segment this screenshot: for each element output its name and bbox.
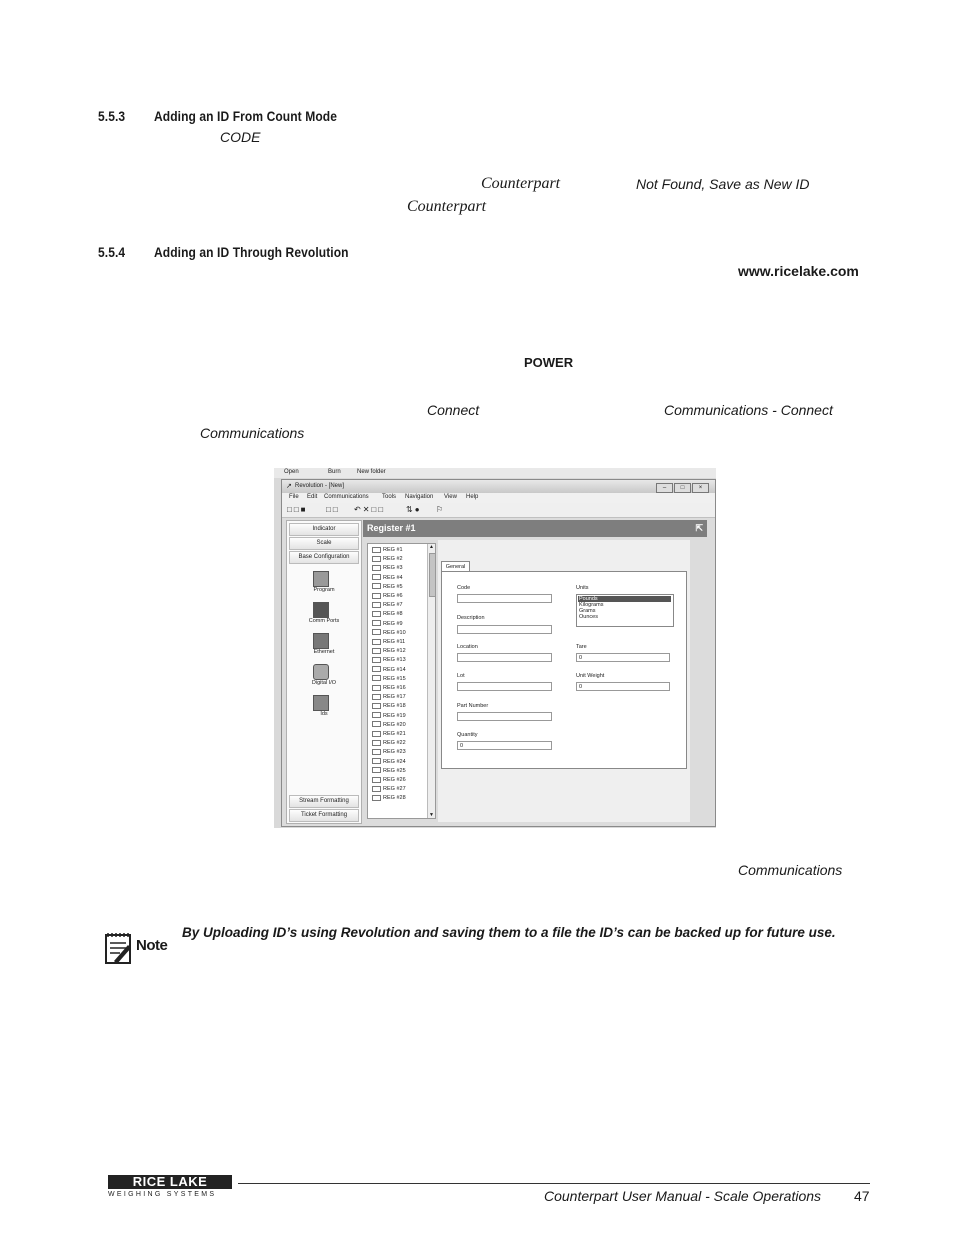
menu-view[interactable]: View (444, 494, 457, 500)
code-field[interactable] (457, 594, 552, 603)
register-label: REG #17 (383, 694, 406, 701)
register-icon (372, 639, 381, 645)
comm-ports-icon[interactable] (313, 602, 329, 618)
communications-term-2: Communications (738, 862, 843, 878)
register-icon (372, 666, 381, 672)
register-icon (372, 675, 381, 681)
section-title-554: Adding an ID Through Revolution (154, 244, 349, 260)
register-header (363, 520, 707, 537)
footer-manual-title: Counterpart User Manual - Scale Operations (544, 1188, 822, 1204)
menu-tools[interactable]: Tools (382, 494, 397, 500)
quantity-field[interactable]: 0 (457, 741, 552, 750)
maximize-button[interactable]: □ (674, 483, 691, 493)
register-icon (372, 574, 381, 580)
ethernet-label: Ethernet (313, 649, 335, 655)
toolbar-flag-icon[interactable]: ⚐ (436, 505, 444, 514)
location-field[interactable] (457, 653, 552, 662)
part-number-field[interactable] (457, 712, 552, 721)
register-label: REG #6 (383, 593, 403, 599)
register-title: Register #1 (367, 523, 416, 533)
register-icon (372, 583, 381, 589)
nav-stream-formatting-button[interactable]: Stream Formatting (289, 795, 359, 808)
register-item[interactable] (372, 794, 406, 803)
register-label: REG #9 (383, 620, 403, 627)
counterpart-term-1: Counterpart (481, 175, 561, 192)
explorer-new-folder[interactable]: New folder (357, 469, 386, 475)
register-item[interactable] (372, 638, 405, 647)
register-item[interactable] (372, 712, 406, 721)
comm-connect-term: Communications - Connect (664, 402, 833, 418)
register-item[interactable] (372, 601, 403, 610)
register-item[interactable] (372, 629, 406, 638)
explorer-open[interactable]: Open (284, 469, 299, 475)
register-icon (372, 740, 381, 746)
window-title: Revolution - [New] (295, 483, 345, 489)
register-icon (372, 565, 381, 571)
register-icon (372, 786, 381, 792)
menu-help[interactable]: Help (466, 494, 479, 500)
register-item[interactable] (372, 693, 406, 702)
register-label: REG #2 (383, 556, 403, 563)
register-item[interactable] (372, 758, 406, 767)
part-number-label: Part Number (457, 703, 489, 709)
units-label: Units (576, 585, 589, 591)
register-item[interactable] (372, 739, 406, 748)
register-item[interactable] (372, 564, 403, 573)
register-label: REG #8 (383, 611, 403, 618)
register-label: REG #22 (383, 740, 406, 747)
counterpart-term-2: Counterpart (407, 198, 487, 215)
digital-io-icon[interactable] (313, 664, 329, 680)
communications-term: Communications (200, 425, 305, 441)
minimize-button[interactable]: – (656, 483, 673, 493)
menu-communications[interactable]: Communications (324, 494, 369, 500)
register-item[interactable] (372, 702, 406, 711)
menu-bar (282, 493, 715, 503)
toolbar-print-icons[interactable]: □□ (326, 505, 340, 514)
code-term: CODE (220, 129, 261, 145)
website-link[interactable]: www.ricelake.com (738, 263, 859, 279)
left-nav-panel (286, 520, 362, 824)
register-icon (372, 694, 381, 700)
section-number-553: 5.5.3 (98, 108, 126, 124)
register-item[interactable] (372, 546, 403, 555)
window-titlebar (282, 480, 715, 493)
register-label: REG #7 (383, 602, 403, 609)
register-item[interactable] (372, 656, 406, 665)
digital-io-label: Digital I/O (311, 680, 337, 686)
comm-ports-label: Comm Ports (308, 618, 340, 624)
unit-weight-label: Unit Weight (576, 673, 605, 679)
revolution-screenshot (274, 468, 716, 828)
tare-field[interactable]: 0 (576, 653, 670, 662)
register-item[interactable] (372, 730, 406, 739)
register-label: REG #1 (383, 547, 403, 553)
toolbar (282, 503, 715, 518)
register-item[interactable] (372, 767, 406, 776)
register-icon (372, 657, 381, 663)
register-item[interactable] (372, 620, 403, 629)
register-icon (372, 602, 381, 608)
section-number-554: 5.5.4 (98, 244, 126, 260)
register-label: REG #24 (383, 758, 406, 765)
ids-icon[interactable] (313, 695, 329, 711)
register-label: REG #20 (383, 721, 406, 728)
register-icon (372, 731, 381, 737)
register-label: REG #25 (383, 767, 406, 774)
quantity-label: Quantity (457, 732, 478, 738)
register-detail-area (438, 540, 690, 822)
register-icon (372, 777, 381, 783)
close-button[interactable]: × (692, 483, 709, 493)
note-text: By Uploading ID’s using Revolution and saving them to a file the ID’s can be backed up for future use. (182, 925, 836, 940)
ids-label: Ids (320, 711, 328, 717)
register-item[interactable] (372, 592, 403, 601)
note-label: Note (136, 937, 168, 954)
nav-indicator-button[interactable]: Indicator (289, 523, 359, 536)
register-list[interactable] (367, 543, 436, 819)
register-icon (372, 620, 381, 626)
register-icon (372, 556, 381, 562)
code-label: Code (457, 585, 471, 591)
register-icon (372, 767, 381, 773)
register-icon (372, 758, 381, 764)
register-icon (372, 749, 381, 755)
unit-weight-field[interactable]: 0 (576, 682, 670, 691)
explorer-burn[interactable]: Burn (328, 469, 341, 475)
register-label: REG #10 (383, 629, 406, 636)
program-label: Program (313, 587, 335, 593)
toolbar-file-icons[interactable]: □□■ (287, 505, 308, 514)
tare-label: Tare (576, 644, 587, 650)
register-label: REG #14 (383, 666, 406, 673)
page-number: 47 (854, 1188, 870, 1204)
footer-rule (238, 1183, 870, 1184)
register-label: REG #5 (383, 583, 403, 590)
connect-term: Connect (427, 402, 480, 418)
register-label: REG #15 (383, 675, 406, 682)
register-label: REG #27 (383, 786, 406, 793)
scroll-up-icon[interactable]: ▲ (429, 544, 434, 550)
section-title-553: Adding an ID From Count Mode (154, 108, 337, 124)
nav-base-config-button[interactable]: Base Configuration (289, 551, 359, 564)
units-listbox[interactable] (576, 594, 674, 627)
rice-lake-logo-sub: WEIGHING SYSTEMS (108, 1191, 217, 1198)
power-key: POWER (524, 355, 574, 370)
register-icon (372, 547, 381, 553)
register-item[interactable] (372, 647, 406, 656)
toolbar-edit-icons[interactable]: ↶✕□□ (354, 505, 386, 514)
scrollbar-thumb[interactable] (429, 553, 436, 597)
register-item[interactable] (372, 721, 406, 730)
register-icon (372, 712, 381, 718)
register-item[interactable] (372, 610, 403, 619)
register-item[interactable] (372, 574, 403, 583)
register-icon (372, 611, 381, 617)
register-icon (372, 795, 381, 801)
register-label: REG #26 (383, 777, 406, 783)
register-label: REG #18 (383, 703, 406, 710)
register-icon (372, 593, 381, 599)
register-icon (372, 685, 381, 691)
note-icon (104, 931, 134, 965)
register-scrollbar[interactable] (427, 544, 435, 818)
register-label: REG #21 (383, 731, 406, 737)
general-panel (441, 571, 687, 769)
register-label: REG #13 (383, 657, 406, 664)
register-label: REG #19 (383, 712, 406, 719)
register-label: REG #11 (383, 639, 406, 645)
register-icon (372, 648, 381, 654)
register-label: REG #3 (383, 565, 403, 572)
menu-navigation[interactable]: Navigation (405, 494, 434, 500)
register-label: REG #16 (383, 685, 406, 691)
register-item[interactable] (372, 684, 406, 693)
app-icon: ↗ (286, 483, 292, 490)
register-label: REG #12 (383, 648, 406, 655)
register-icon (372, 721, 381, 727)
revolution-window (281, 479, 716, 827)
register-label: REG #4 (383, 574, 403, 581)
register-icon (372, 703, 381, 709)
register-item[interactable] (372, 776, 406, 785)
register-item[interactable] (372, 666, 406, 675)
register-icon (372, 629, 381, 635)
menu-edit[interactable]: Edit (307, 494, 318, 500)
menu-file[interactable]: File (289, 494, 299, 500)
scroll-down-icon[interactable]: ▼ (429, 812, 434, 818)
lot-label: Lot (457, 673, 465, 679)
program-icon[interactable] (313, 571, 329, 587)
unit-option-grams[interactable]: Grams (579, 608, 596, 614)
ethernet-icon[interactable] (313, 633, 329, 649)
description-label: Description (457, 615, 485, 621)
register-item[interactable] (372, 785, 406, 794)
unit-option-kilograms[interactable]: Kilograms (579, 602, 604, 608)
lot-field[interactable] (457, 682, 552, 691)
register-label: REG #28 (383, 795, 406, 802)
register-label: REG #23 (383, 749, 406, 756)
location-label: Location (457, 644, 478, 650)
not-found-term: Not Found, Save as New ID (636, 176, 810, 192)
register-item[interactable] (372, 583, 403, 592)
explorer-bar (274, 468, 716, 478)
pin-icon[interactable]: ⇱ (695, 523, 703, 533)
register-item[interactable] (372, 748, 406, 757)
toolbar-comm-icons[interactable]: ⇅● (406, 505, 422, 514)
register-item[interactable] (372, 555, 403, 564)
register-item[interactable] (372, 675, 406, 684)
rice-lake-logo: RICE LAKE (108, 1175, 232, 1189)
unit-option-ounces[interactable]: Ounces (579, 614, 598, 620)
description-field[interactable] (457, 625, 552, 634)
tab-general[interactable]: General (441, 561, 470, 572)
unit-option-pounds[interactable]: Pounds (578, 596, 671, 602)
nav-ticket-formatting-button[interactable]: Ticket Formatting (289, 809, 359, 822)
nav-scale-button[interactable]: Scale (289, 537, 359, 550)
